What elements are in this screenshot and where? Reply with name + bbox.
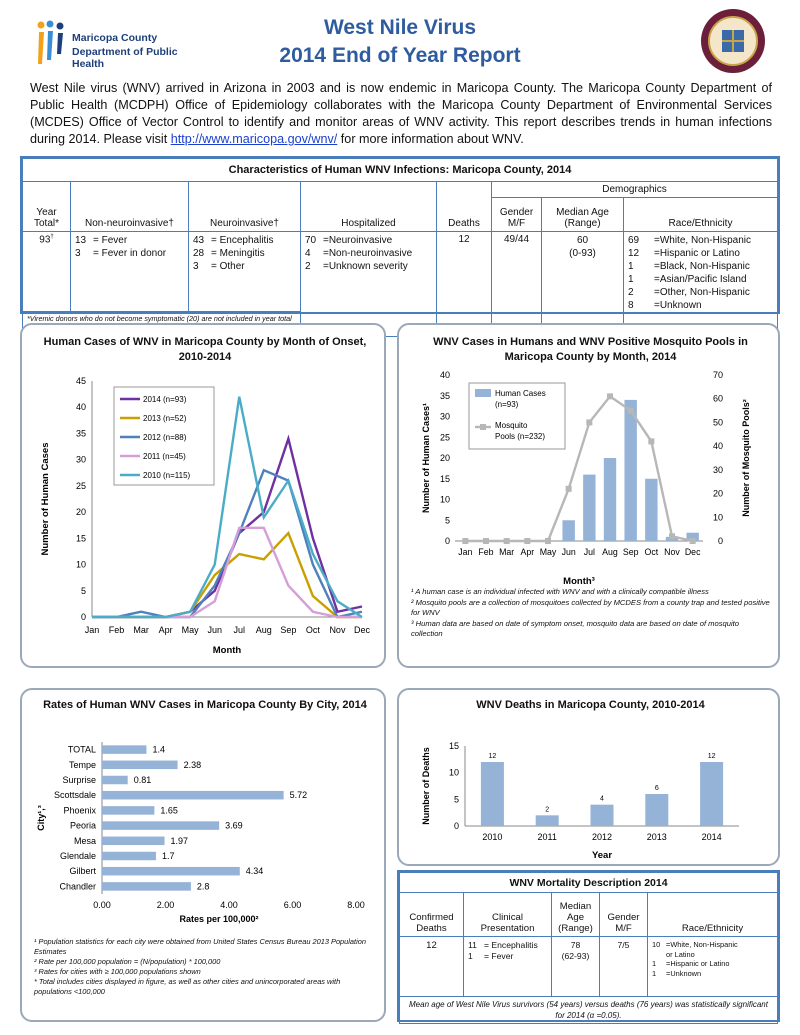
race-cell [624,232,778,337]
non-neuro-n: 3 [75,248,81,259]
mort-header-race: Race/Ethnicity [648,893,778,937]
y-axis-title: Number of Deaths [421,747,431,825]
legend-swatch [475,389,491,397]
header-hospitalized: Hospitalized [301,182,437,232]
legend-label: (n=93) [495,400,519,409]
mort-race-n: 10 [652,940,661,949]
human-cases-line-chart [22,325,384,666]
x-tick-label: Oct [644,547,659,557]
city-label: Surprise [62,775,96,785]
city-rate-label: 5.72 [289,790,308,801]
mosquito-pool-marker [462,538,468,544]
human-case-bar [562,520,574,541]
mort-confirmed: 12 [400,937,464,997]
chart2-title: WNV Cases in Humans and WNV Positive Mosquito Pools in Maricopa County by Month, 2014 [433,336,748,363]
hosp-n: 70 [305,235,317,246]
city-note: * Total includes cities displayed in figure, as well as other cities and unincorporated areas with populations <100,000 [34,977,341,996]
org-name-line1: Maricopa County [72,32,158,44]
x-tick-label: Jul [233,625,246,635]
city-rate-bar [102,837,165,846]
race-n: 2 [628,287,634,298]
y-tick-label: 45 [75,376,86,386]
deaths-cell: 12 [437,232,492,337]
x-tick-label: Mar [499,547,515,557]
race-n: 1 [628,261,634,272]
mort-race-label: =Hispanic or Latino [666,959,730,968]
city-label: Scottsdale [53,790,96,801]
x-tick-label: Nov [329,625,346,635]
city-rate-bar [102,791,284,800]
characteristics-table-box [20,156,780,323]
mort-race-n: 1 [652,968,657,978]
deaths-bar [645,794,668,826]
race-label: =Asian/Pacific Island [654,274,747,285]
deaths-value-label: 6 [654,785,659,792]
hosp-label: =Neuroinvasive [323,235,393,246]
mosquito-pool-marker [586,419,592,425]
mort-clinical-n: 11 [468,940,477,950]
y-tick-label: 0 [444,536,450,546]
header-neuro: Neuroinvasive† [189,182,301,232]
mosquito-pool-marker [669,533,675,539]
median-age: 60 [576,235,589,246]
mort-race-cell [648,937,778,997]
x-tick-label: 2.00 [156,900,175,910]
header-gender: Gender M/F [492,198,542,232]
mort-clinical-n: 1 [468,951,473,961]
intro-text-end: for more information about WNV. [337,132,524,146]
series-line [92,533,362,617]
x-tick-label: Jul [583,547,595,557]
x-tick-label: Jun [207,625,222,635]
y2-tick-label: 50 [712,417,723,428]
mosquito-pool-marker [607,393,613,399]
mosquito-notes [411,587,771,640]
x-axis-title: Month³ [563,576,595,587]
people-logo-icon [36,20,68,66]
legend-label: 2013 (n=52) [143,414,187,423]
race-n: 69 [628,235,640,246]
mort-age-cell [552,937,600,997]
city-rate-bar [102,776,128,785]
county-seal-icon [700,8,766,74]
y2-tick-label: 70 [712,370,723,380]
city-notes [34,937,374,997]
city-label: Glendale [59,851,96,861]
city-note: ² Rate per 100,000 population = (N/population) * 100,000 [34,957,221,966]
x-tick-label: Feb [108,625,125,635]
city-label: Gilbert [69,866,96,877]
city-rate-bar [102,882,191,891]
city-label: Tempe [68,759,96,770]
y-axis-title: Number of Human Cases¹ [421,402,431,514]
x-tick-label: Aug [255,625,272,635]
city-rates-panel [20,688,386,1022]
mort-clinical-label: = Fever [484,951,514,961]
x-tick-label: 2012 [591,832,613,842]
city-note: ¹ Population statistics for each city were obtained from United States Census Bureau 2013 Population Estimates [34,937,366,956]
characteristics-caption: Characteristics of Human WNV Infections: Maricopa County, 2014 [23,159,778,182]
x-tick-label: Apr [158,625,173,635]
city-rate-bar [102,867,240,876]
neuro-label: = Meningitis [211,248,265,259]
y2-tick-label: 60 [712,393,723,404]
mort-header-clinical: Clinical Presentation [464,893,552,937]
y-tick-label: 25 [75,480,86,491]
chart3-title: Rates of Human WNV Cases in Maricopa County By City, 2014 [43,699,367,711]
mosquito-note: ³ Human data are based on date of symptom onset, mosquito data are based on date of mosquito collection [411,618,739,638]
hosp-label: =Non-neuroinvasive [323,248,413,259]
human-case-bar [645,479,657,541]
year-total: 93 [39,234,51,246]
y-tick-label: 20 [439,453,450,463]
header-non-neuro: Non-neuroinvasive† [71,182,189,232]
mortality-note: Mean age of West Nile Virus survivors (54 years) versus deaths (76 years) was statistically significant for 2014 (α =0.05). [400,997,778,1024]
city-rate-label: 1.65 [160,805,178,816]
x-tick-label: 2014 [701,832,722,842]
neuro-label: = Encephalitis [211,235,274,246]
y-tick-label: 20 [75,507,86,518]
deaths-value-label: 12 [488,753,497,760]
y-tick-label: 0 [80,612,86,622]
mort-gender: 7/5 [600,937,648,997]
mort-race-label: =Unknown [666,968,702,978]
race-n: 1 [628,274,634,285]
mort-race-n: 1 [652,959,657,968]
y-tick-label: 10 [75,559,86,570]
mosquito-note: ² Mosquito pools are a collection of mosquitoes collected by MCDES from a county trap and tested positive for WNV [411,597,770,617]
intro-text: West Nile virus (WNV) arrived in Arizona in 2003 and is now endemic in Maricopa County. The Maricopa County Department of Public Health (MCDPH) Office of Epidemiology collaborates with the Maricopa County Department of Environmental Services (MCDES) Office of Vector Control to identify and monitor areas of WNV activity. This report describes trends in human infections during 2014. Please visit [30,81,772,146]
series-line [92,470,362,617]
city-rate-label: 1.97 [170,835,189,846]
race-label: =Black, Non-Hispanic [654,261,750,272]
x-tick-label: 2010 [482,832,503,842]
x-axis-title: Year [591,850,613,861]
deaths-bar-chart [399,690,778,864]
y-tick-label: 30 [75,454,86,465]
intro-paragraph [30,80,772,148]
x-tick-label: Feb [478,547,494,557]
neuro-n: 43 [193,235,205,246]
x-tick-label: 2011 [537,832,557,842]
y-tick-label: 15 [75,533,86,544]
wnv-link[interactable]: http://www.maricopa.gov/wnv/ [170,132,338,146]
neuro-n: 3 [193,261,199,272]
gender-cell: 49/44 [492,232,542,337]
non-neuro-label: = Fever in donor [93,248,167,259]
deaths-bar [700,762,723,826]
city-rate-label: 2.38 [183,759,202,770]
y2-tick-label: 10 [712,512,723,523]
x-tick-label: Sep [280,625,297,635]
report-title: West Nile Virus [323,16,477,39]
y-tick-label: 0 [453,821,459,831]
y-axis-title: City¹,³ [36,805,46,831]
non-neuro-cell [71,232,189,312]
y-tick-label: 40 [439,370,450,380]
deaths-bar [481,762,504,826]
x-tick-label: Nov [664,547,680,557]
deaths-value-label: 4 [600,795,604,803]
city-label: Mesa [73,835,96,846]
y2-tick-label: 0 [717,536,723,546]
year-total-cell [23,232,71,312]
neuro-n: 28 [193,248,205,259]
mort-header-gender: Gender M/F [600,893,648,937]
x-tick-label: Aug [602,547,618,557]
race-n: 12 [628,248,640,259]
y-tick-label: 25 [439,432,450,443]
characteristics-table [22,158,778,337]
mosquito-pool-marker [566,486,572,492]
header-year-total: Year Total* [23,182,71,232]
x-tick-label: May [539,547,557,557]
x-tick-label: Jan [84,625,100,635]
city-label: Peoria [69,820,96,831]
mosquito-pool-marker [545,538,551,544]
race-label: =Hispanic or Latino [654,248,740,259]
mort-race-label: =White, Non-Hispanic or Latino [666,940,738,959]
deaths-value-label: 12 [707,753,716,760]
legend-label: Pools (n=232) [495,432,546,441]
mort-clinical-cell [464,937,552,997]
non-neuro-label: = Fever [93,235,128,246]
city-label: Chandler [59,881,96,892]
x-axis-title: Month [212,645,242,656]
y-tick-label: 40 [75,402,86,413]
y-tick-label: 5 [80,585,86,596]
header-race: Race/Ethnicity [624,198,778,232]
human-case-bar [583,475,595,541]
report-subtitle: 2014 End of Year Report [279,44,521,67]
human-case-bar [604,458,616,541]
legend-label: 2012 (n=88) [143,433,187,442]
y-tick-label: 5 [453,794,459,805]
x-tick-label: Dec [684,547,701,557]
x-tick-label: May [181,625,199,635]
legend-label: Mosquito [495,421,528,430]
city-label: TOTAL [67,744,96,755]
neuro-cell [189,232,301,312]
y-axis-title: Number of Human Cases [40,442,51,556]
x-tick-label: Apr [520,547,535,557]
x-tick-label: 2013 [646,832,667,842]
x-tick-label: 0.00 [93,900,111,910]
mosquito-pool-marker [504,538,510,544]
mortality-table-box [397,870,780,1022]
median-age-cell [542,232,624,337]
deaths-bar [536,815,559,826]
x-tick-label: 4.00 [220,900,238,910]
race-label: =White, Non-Hispanic [654,235,751,246]
x-tick-label: Jan [458,547,473,557]
legend-label: 2010 (n=115) [143,471,191,480]
race-label: =Other, Non-Hispanic [654,287,750,298]
mosquito-pool-marker [524,538,530,544]
city-rate-bar [102,761,178,770]
city-rate-bar [102,745,146,754]
year-total-sup: † [50,234,54,240]
y-tick-label: 35 [439,390,450,401]
human-cases-panel [20,323,386,668]
org-name-line2: Department of Public Health [72,46,178,70]
legend-label: 2014 (n=93) [143,395,187,404]
age-range: (0-93) [569,248,596,259]
city-rate-label: 1.4 [152,744,165,755]
deaths-panel [397,688,780,866]
y-tick-label: 10 [448,767,459,778]
city-rate-bar [102,852,156,861]
x-tick-label: 6.00 [283,900,302,910]
city-rate-label: 1.7 [161,851,175,861]
mort-clinical-label: = Encephalitis [484,940,538,950]
city-rate-bar [102,821,219,830]
city-rate-label: 0.81 [133,775,152,785]
race-label: =Unknown [654,300,702,311]
city-rate-label: 2.8 [196,881,210,892]
mosquito-pool-marker [648,438,654,444]
mortality-caption: WNV Mortality Description 2014 [400,873,778,893]
legend-label: 2011 (n=45) [143,452,186,461]
legend-marker [480,424,486,430]
y-tick-label: 30 [439,411,450,422]
x-tick-label: Oct [305,625,320,635]
deaths-value-label: 2 [545,806,550,814]
x-tick-label: Jun [561,547,576,557]
x-tick-label: 8.00 [347,900,365,910]
mosquito-note: ¹ A human case is an individual infected with WNV and with a clinically compatible illness [411,587,709,596]
city-label: Phoenix [63,805,96,816]
y-tick-label: 10 [439,494,450,505]
header-deaths: Deaths [437,182,492,232]
mosquito-pool-marker [690,538,696,544]
y-tick-label: 15 [448,741,459,751]
y2-tick-label: 30 [712,464,723,475]
header-median-age: Median Age (Range) [542,198,624,232]
non-neuro-n: 13 [75,235,87,246]
neuro-label: = Other [211,261,245,272]
x-tick-label: Mar [133,625,149,635]
city-rate-bar [102,806,154,815]
city-rate-label: 4.34 [245,866,264,877]
y-tick-label: 35 [75,428,86,439]
mosquito-pool-marker [483,538,489,544]
chart1-title: Human Cases of WNV in Maricopa County by Month of Onset, 2010-2014 [43,336,367,363]
mort-header-age: Median Age (Range) [552,893,600,937]
y2-tick-label: 20 [712,488,723,499]
human-case-bar [624,400,636,541]
mort-median-age: 78 [570,940,581,950]
city-note: ³ Rates for cities with ≥ 100,000 populations shown [34,967,201,976]
hosp-n: 4 [305,248,311,259]
y-tick-label: 15 [439,473,450,484]
mosquito-pool-marker [628,408,634,414]
hosp-n: 2 [305,261,311,272]
mosquito-pools-panel [397,323,780,668]
mcdph-logo [36,20,196,70]
hosp-label: =Unknown severity [323,261,408,272]
legend-label: Human Cases [495,389,546,398]
y-tick-label: 5 [444,515,450,526]
hospitalized-cell [301,232,437,337]
chart4-title: WNV Deaths in Maricopa County, 2010-2014 [476,699,705,711]
y2-tick-label: 40 [712,441,723,452]
deaths-bar [590,805,613,826]
x-tick-label: Sep [622,547,639,557]
y2-axis-title: Number of Mosquito Pools² [741,399,751,517]
x-axis-title: Rates per 100,000² [179,914,259,924]
footnote-viremic: *Viremic donors who do not become symptomatic (20) are not included in year total [27,314,292,323]
mort-header-confirmed: Confirmed Deaths [400,893,464,937]
city-rate-label: 3.69 [225,820,243,831]
race-n: 8 [628,300,634,311]
header-demographics: Demographics [492,182,778,198]
mortality-table [399,872,778,1024]
x-tick-label: Dec [353,625,371,635]
mort-age-range: (62-93) [561,951,590,961]
